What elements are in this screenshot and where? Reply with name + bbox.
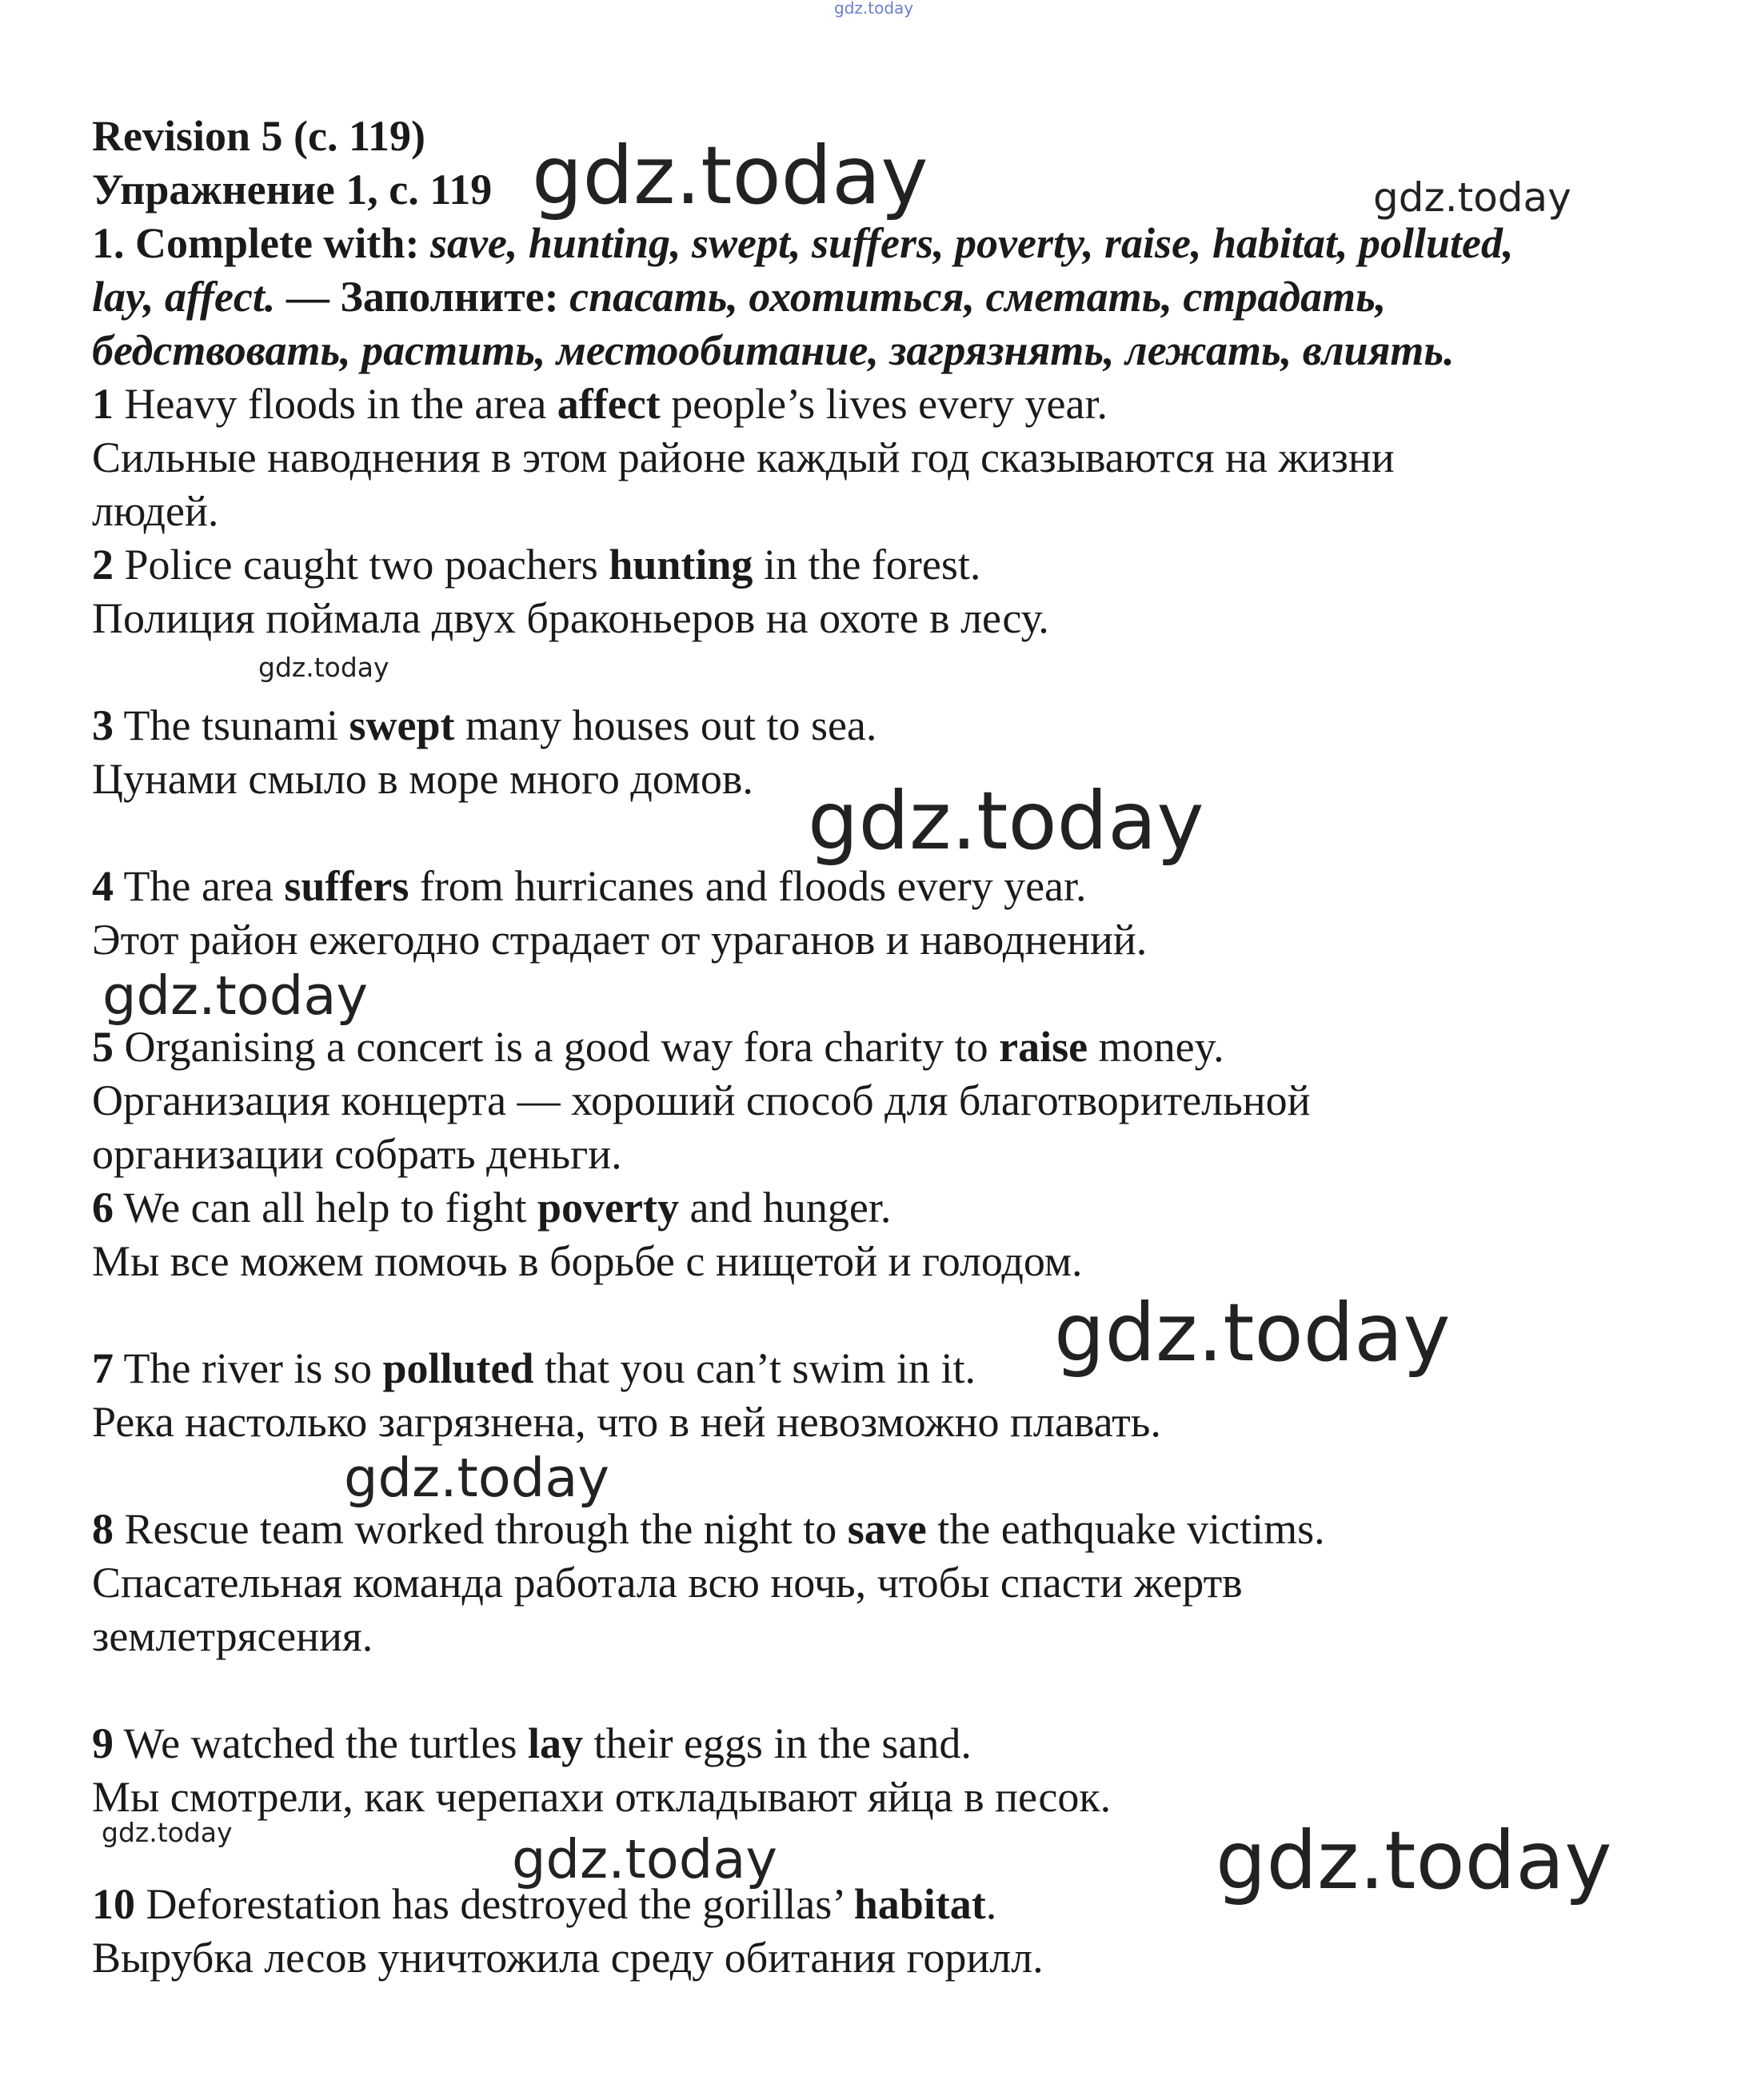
item-text: The area bbox=[114, 862, 285, 910]
item-text: Heavy floods in the area bbox=[114, 380, 557, 428]
item-text: . bbox=[985, 1880, 997, 1928]
watermark: gdz.today bbox=[102, 964, 369, 1027]
watermark: gdz.today bbox=[808, 774, 1204, 868]
item-answer: affect bbox=[557, 380, 661, 428]
task-line-3: бедствовать, растить, местообитание, загрязнять, лежать, влиять. bbox=[92, 326, 1455, 374]
item-text: people’s lives every year. bbox=[660, 380, 1108, 428]
item-text: Deforestation has destroyed the gorillas’ bbox=[135, 1880, 854, 1928]
item-1-ru: людей. bbox=[92, 487, 219, 535]
item-8-ru: землетрясения. bbox=[92, 1612, 373, 1660]
watermark: gdz.today bbox=[1373, 174, 1571, 221]
item-answer: poverty bbox=[537, 1184, 679, 1232]
item-text: the eathquake victims. bbox=[926, 1505, 1325, 1553]
task-line-1 bbox=[92, 217, 1514, 270]
exercise-title: Упражнение 1, c. 119 bbox=[92, 166, 493, 214]
item-8-en bbox=[92, 1503, 1325, 1556]
item-text: The river is so bbox=[114, 1344, 383, 1392]
item-text: We can all help to fight bbox=[114, 1184, 538, 1232]
task-words-2: lay, affect. bbox=[92, 273, 276, 321]
item-answer: swept bbox=[349, 701, 455, 749]
item-number: 6 bbox=[92, 1184, 114, 1232]
item-number: 5 bbox=[92, 1023, 114, 1071]
item-8-ru: Спасательная команда работала всю ночь, чтобы спасти жертв bbox=[92, 1559, 1243, 1607]
item-3-en bbox=[92, 699, 876, 753]
item-1-en bbox=[92, 377, 1108, 431]
task-label: 1. Complete with: bbox=[92, 219, 420, 267]
item-2-ru: Полиция поймала двух браконьеров на охоте в лесу. bbox=[92, 594, 1049, 642]
item-text: Organising a concert is a good way fora charity to bbox=[114, 1023, 1000, 1071]
item-1-ru: Сильные наводнения в этом районе каждый год сказываются на жизни bbox=[92, 433, 1395, 481]
item-answer: hunting bbox=[609, 541, 753, 589]
item-text: We watched the turtles bbox=[114, 1719, 528, 1767]
item-answer: lay bbox=[527, 1719, 583, 1767]
item-7-en bbox=[92, 1342, 976, 1395]
task-line-2 bbox=[92, 270, 1386, 324]
watermark: gdz.today bbox=[1216, 1814, 1612, 1907]
item-4-ru: Этот район ежегодно страдает от ураганов и наводнений. bbox=[92, 916, 1148, 964]
item-number: 2 bbox=[92, 541, 114, 589]
item-6-ru: Мы все можем помочь в борьбе с нищетой и голодом. bbox=[92, 1237, 1083, 1285]
task-words: save, hunting, swept, suffers, poverty, raise, habitat, polluted, bbox=[429, 219, 1514, 267]
item-number: 8 bbox=[92, 1505, 114, 1553]
task-ru-label: — Заполните: bbox=[286, 273, 559, 321]
item-text: and hunger. bbox=[678, 1184, 892, 1232]
item-number: 1 bbox=[92, 380, 114, 428]
item-answer: save bbox=[847, 1505, 927, 1553]
item-number: 9 bbox=[92, 1719, 114, 1767]
watermark-top: gdz.today bbox=[834, 0, 914, 18]
item-7-ru: Река настолько загрязнена, что в ней невозможно плавать. bbox=[92, 1398, 1161, 1446]
watermark: gdz.today bbox=[512, 1828, 778, 1890]
item-10-ru: Вырубка лесов уничтожила среду обитания горилл. bbox=[92, 1934, 1044, 1982]
item-answer: polluted bbox=[382, 1344, 534, 1392]
item-5-ru: Организация концерта — хороший способ для благотворительной bbox=[92, 1076, 1311, 1124]
item-answer: habitat bbox=[853, 1880, 986, 1928]
item-answer: raise bbox=[999, 1023, 1088, 1071]
watermark: gdz.today bbox=[1054, 1286, 1451, 1379]
watermark: gdz.today bbox=[344, 1447, 610, 1509]
item-10-en bbox=[92, 1878, 996, 1931]
item-2-en bbox=[92, 538, 980, 592]
item-5-en bbox=[92, 1020, 1224, 1074]
item-text: many houses out to sea. bbox=[454, 701, 877, 749]
revision-title: Revision 5 (c. 119) bbox=[92, 112, 425, 160]
item-text: their eggs in the sand. bbox=[583, 1719, 972, 1767]
watermark: gdz.today bbox=[102, 1817, 233, 1848]
item-number: 3 bbox=[92, 701, 114, 749]
item-9-en bbox=[92, 1717, 972, 1771]
item-9-ru: Мы смотрели, как черепахи откладывают яйца в песок. bbox=[92, 1773, 1112, 1821]
item-number: 10 bbox=[92, 1880, 135, 1928]
item-3-ru: Цунами смыло в море много домов. bbox=[92, 755, 753, 803]
item-text: Rescue team worked through the night to bbox=[114, 1505, 848, 1553]
item-text: money. bbox=[1088, 1023, 1224, 1071]
item-text: from hurricanes and floods every year. bbox=[409, 862, 1087, 910]
item-text: Police caught two poachers bbox=[114, 541, 609, 589]
item-text: The tsunami bbox=[114, 701, 349, 749]
item-6-en bbox=[92, 1181, 891, 1235]
item-5-ru: организации собрать деньги. bbox=[92, 1130, 622, 1178]
item-text: in the forest. bbox=[753, 541, 981, 589]
item-number: 4 bbox=[92, 862, 114, 910]
item-text: that you can’t swim in it. bbox=[533, 1344, 976, 1392]
task-ru-words: спасать, охотиться, сметать, страдать, bbox=[569, 273, 1387, 321]
item-4-en bbox=[92, 860, 1087, 913]
item-number: 7 bbox=[92, 1344, 114, 1392]
watermark: gdz.today bbox=[258, 652, 389, 683]
item-answer: suffers bbox=[284, 862, 409, 910]
watermark: gdz.today bbox=[532, 129, 928, 222]
